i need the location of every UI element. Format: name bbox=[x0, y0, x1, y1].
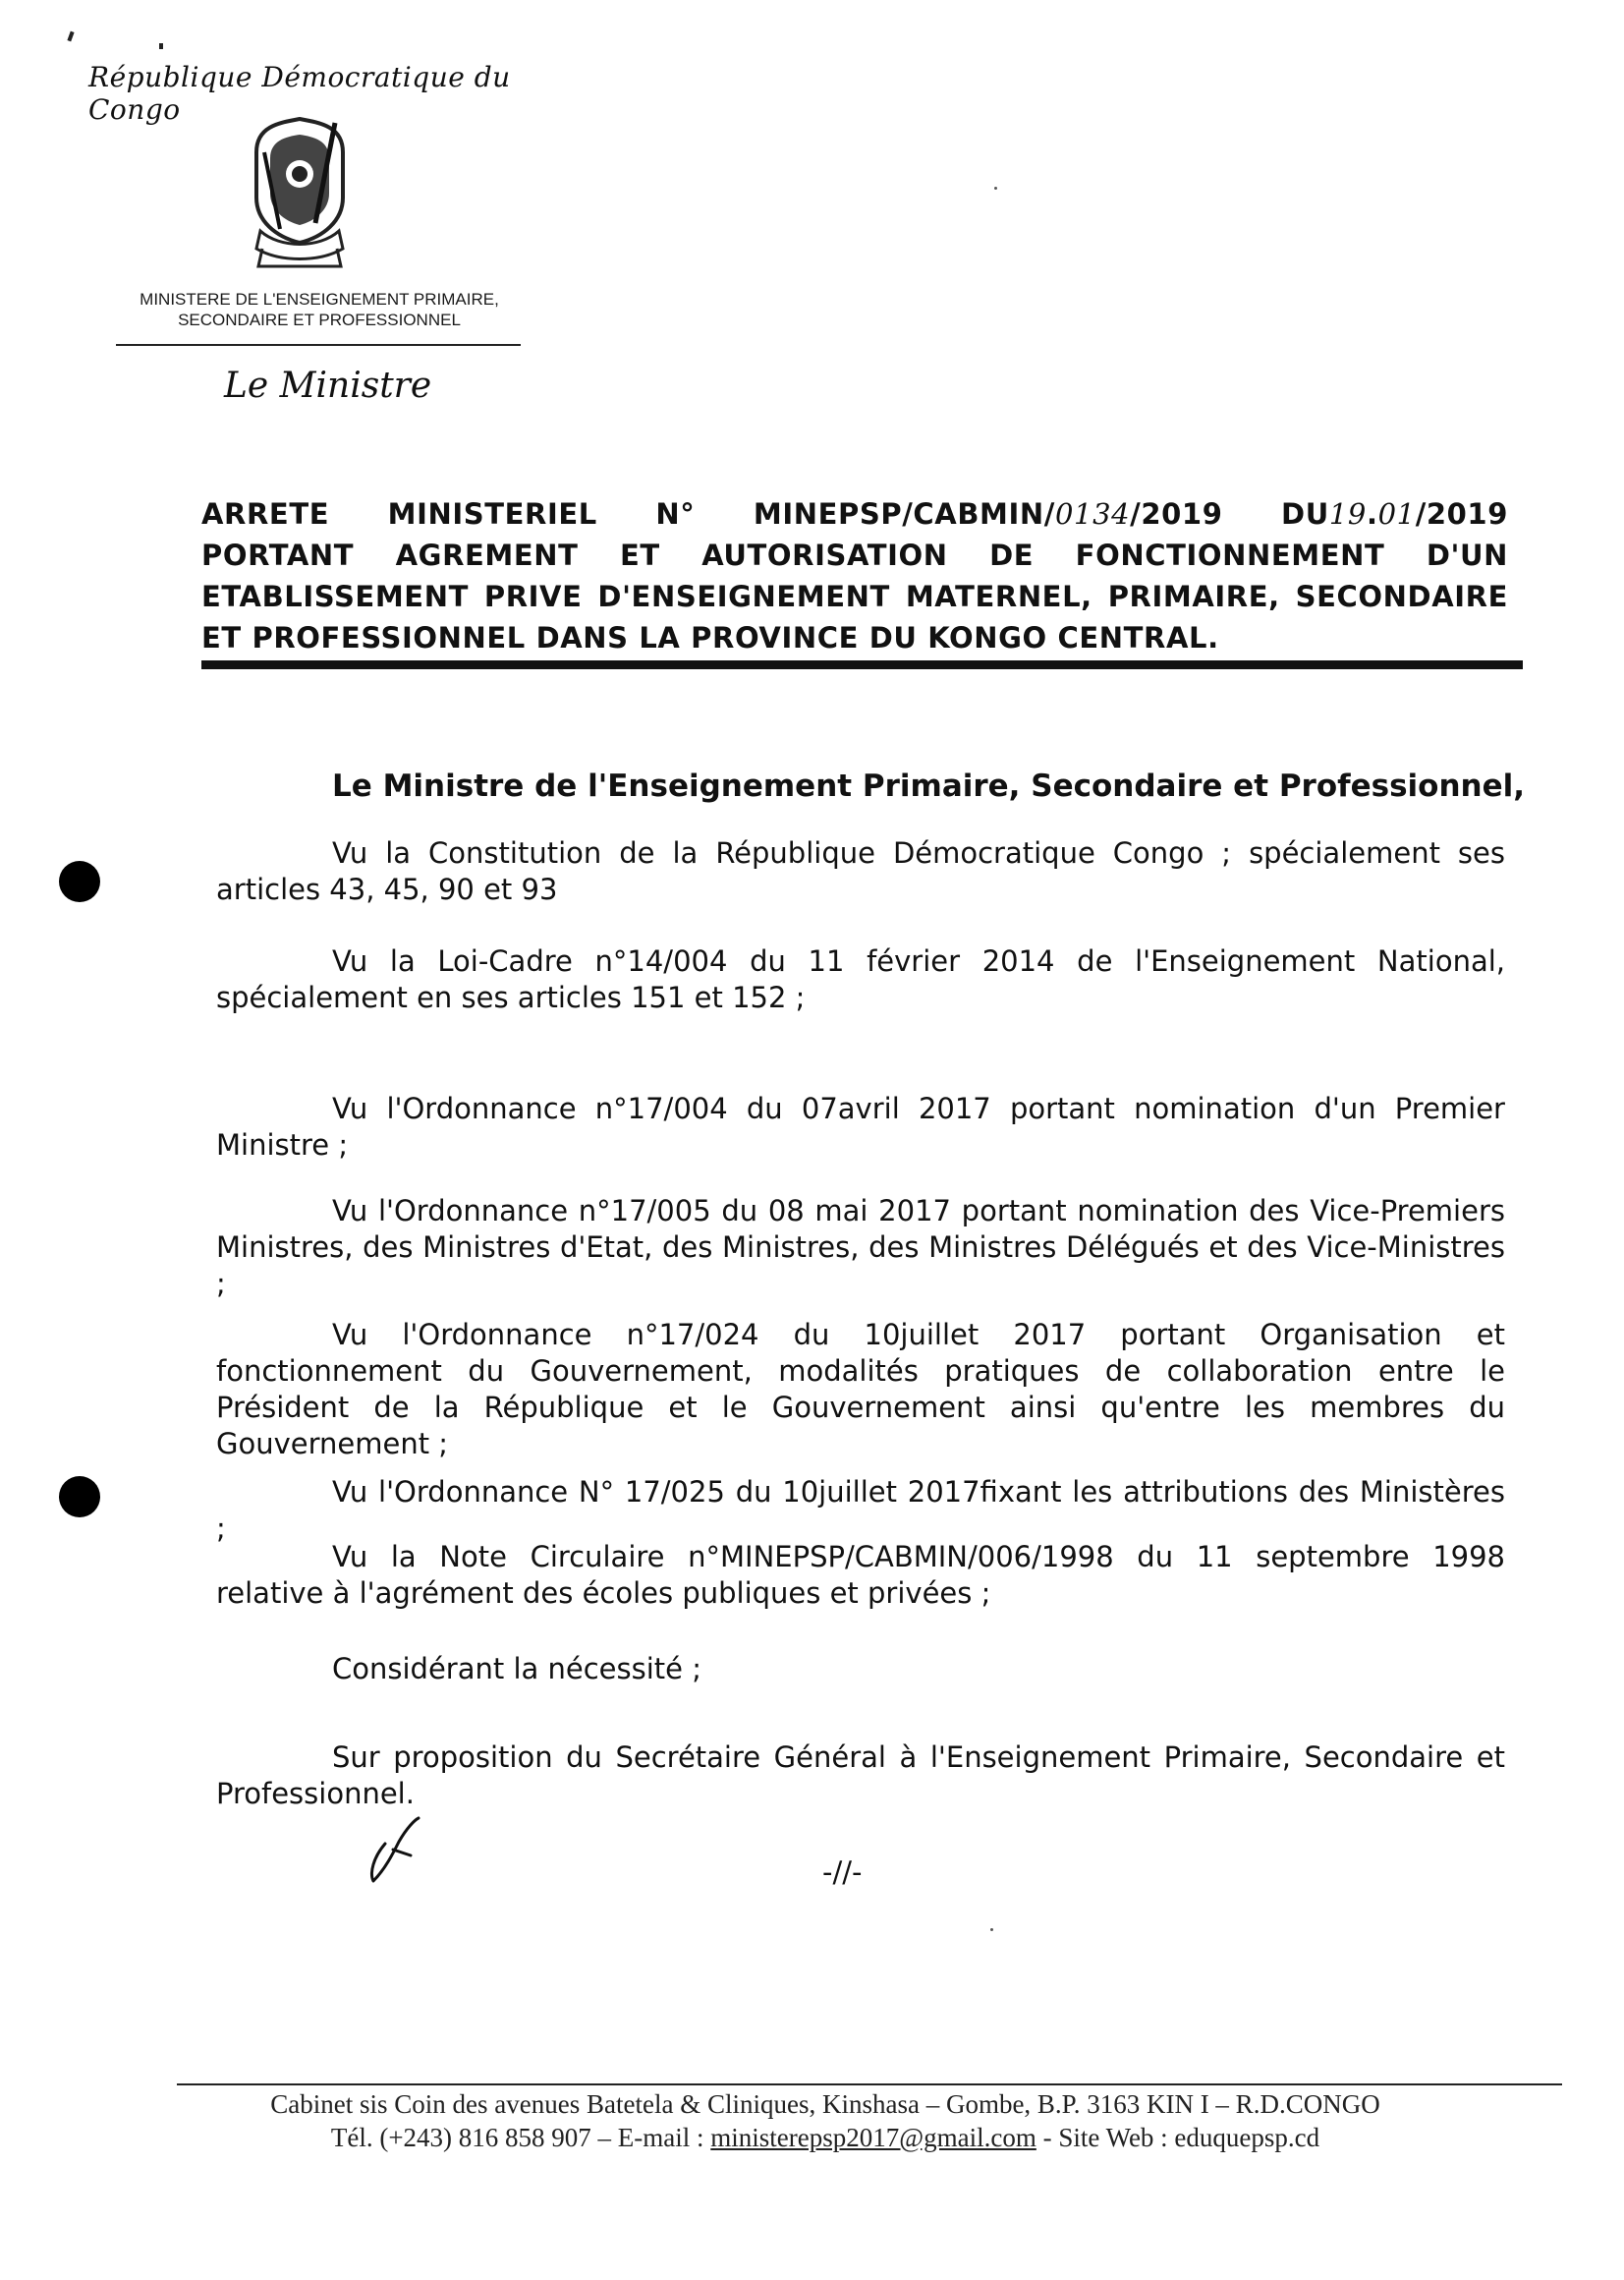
header-divider bbox=[116, 344, 521, 346]
email-link[interactable]: ministerepsp2017@gmail.com bbox=[710, 2123, 1036, 2152]
paragraph-ordonnance-17-024: Vu l'Ordonnance n°17/024 du 10juillet 2017 portant Organisation et fonctionnement du Gouvernement, modalités pratiques de collaboration entre le Président de la République et le Gouvernement ainsi qu'entre les membres du Gouvernement ; bbox=[216, 1318, 1505, 1460]
republique-heading: République Démocratique du Congo bbox=[88, 61, 511, 126]
ministry-name-line1: MINISTERE DE L'ENSEIGNEMENT PRIMAIRE, bbox=[140, 290, 499, 309]
handwritten-day: 19 bbox=[1328, 497, 1367, 531]
title-line2: PORTANT AGREMENT ET AUTORISATION DE FONCTIONNEMENT D'UN bbox=[201, 539, 1508, 572]
punch-hole-mark bbox=[59, 861, 100, 902]
scan-speck bbox=[67, 31, 74, 42]
paragraph-loi-cadre: Vu la Loi-Cadre n°14/004 du 11 février 2014 de l'Enseignement National, spécialement en ses articles 151 et 152 ; bbox=[216, 944, 1505, 1014]
punch-hole-mark bbox=[59, 1476, 100, 1517]
scan-speck bbox=[990, 1928, 993, 1931]
arrete-title bbox=[201, 493, 1508, 658]
ministry-name-line2: SECONDAIRE ET PROFESSIONNEL bbox=[178, 311, 461, 329]
title-underline bbox=[201, 660, 1523, 669]
paragraph-ordonnance-17-025: Vu l'Ordonnance N° 17/025 du 10juillet 2017fixant les attributions des Ministères ; bbox=[216, 1475, 1505, 1545]
paragraph-considerant: Considérant la nécessité ; bbox=[332, 1652, 701, 1685]
ministry-name bbox=[88, 289, 550, 330]
handwritten-number: 0134 bbox=[1054, 497, 1131, 531]
paragraph-sur-proposition: Sur proposition du Secrétaire Général à l'Enseignement Primaire, Secondaire et Professionnel. bbox=[216, 1740, 1505, 1810]
footer-address: Cabinet sis Coin des avenues Batetela & Cliniques, Kinshasa – Gombe, B.P. 3163 KIN I – R.D.CONGO bbox=[270, 2089, 1380, 2119]
paragraph-ordonnance-17-005: Vu l'Ordonnance n°17/005 du 08 mai 2017 portant nomination des Vice-Premiers Ministres, des Ministres d'Etat, des Ministres, des Ministres Délégués et des Vice-Ministres ; bbox=[216, 1194, 1505, 1300]
footer-divider bbox=[177, 2083, 1562, 2085]
paragraph-constitution: Vu la Constitution de la République Démocratique Congo ; spécialement ses articles 43, 45, 90 et 93 bbox=[216, 836, 1505, 906]
title-line3: ETABLISSEMENT PRIVE D'ENSEIGNEMENT MATERNEL, PRIMAIRE, SECONDAIRE bbox=[201, 580, 1508, 613]
title-line1: ARRETE MINISTERIEL N° MINEPSP/CABMIN/0134/2019 DU19.01/2019 bbox=[201, 497, 1508, 531]
title-line4: ET PROFESSIONNEL DANS LA PROVINCE DU KONGO CENTRAL. bbox=[201, 621, 1219, 655]
scan-speck bbox=[994, 187, 997, 190]
continuation-separator: -//- bbox=[822, 1855, 863, 1889]
le-ministre-signature-heading: Le Ministre bbox=[224, 366, 432, 406]
initials-mark bbox=[364, 1814, 422, 1885]
footer-contact: Tél. (+243) 816 858 907 – E-mail : ministerepsp2017@gmail.com - Site Web : eduquepsp.cd bbox=[330, 2123, 1320, 2152]
minister-heading: Le Ministre de l'Enseignement Primaire, Secondaire et Professionnel, bbox=[332, 769, 1526, 804]
handwritten-month: 01 bbox=[1377, 497, 1416, 531]
paragraph-note-circulaire: Vu la Note Circulaire n°MINEPSP/CABMIN/006/1998 du 11 septembre 1998 relative à l'agrément des écoles publiques et privées ; bbox=[216, 1540, 1505, 1610]
scan-speck bbox=[159, 43, 163, 49]
coat-of-arms-emblem bbox=[241, 113, 359, 270]
paragraph-ordonnance-17-004: Vu l'Ordonnance n°17/004 du 07avril 2017 portant nomination d'un Premier Ministre ; bbox=[216, 1092, 1505, 1162]
